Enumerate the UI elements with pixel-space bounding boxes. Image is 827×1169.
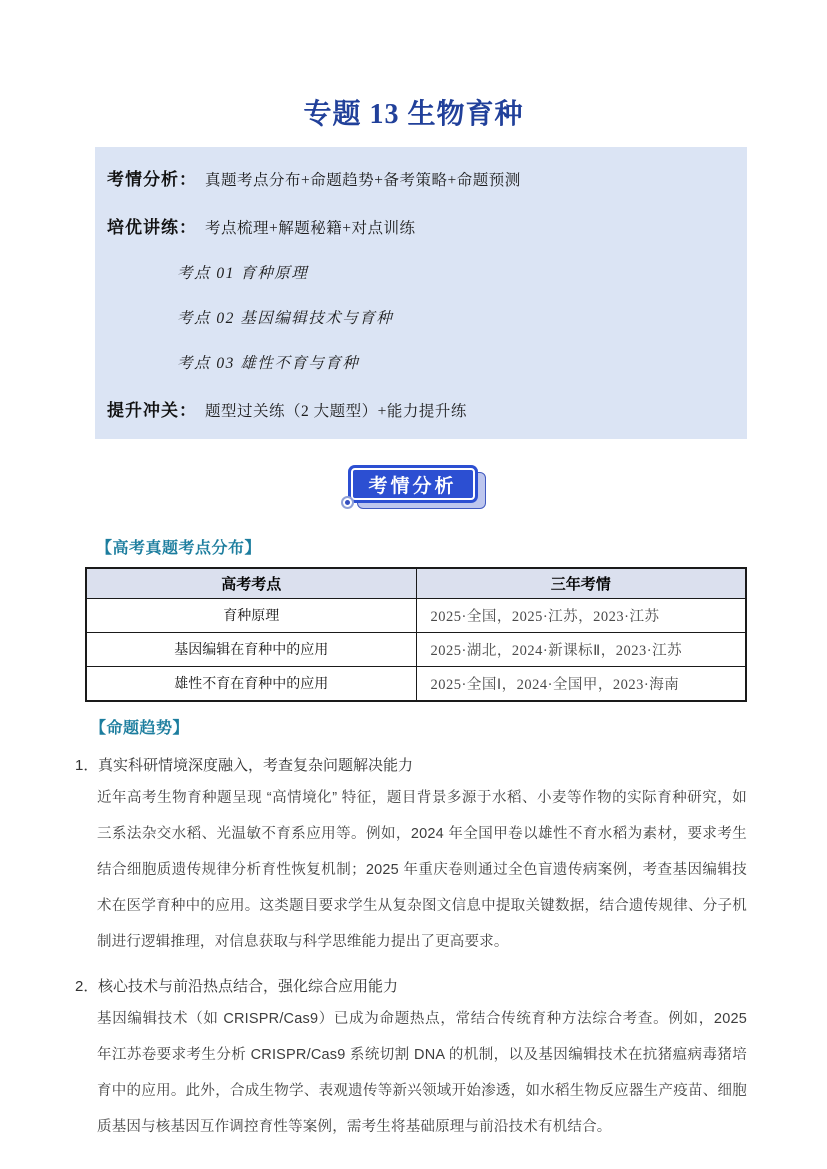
table-row [86, 633, 746, 667]
overview-row-content: 题型过关练（2 大题型）+能力提升练 [205, 403, 467, 420]
badge-pin-icon [341, 496, 354, 509]
trend-item-title-text: 真实科研情境深度融入，考查复杂问题解决能力 [98, 757, 414, 774]
overview-row [107, 261, 733, 283]
trends-heading: 【命题趋势】 [90, 720, 190, 737]
overview-row-label: 提升冲关： [107, 401, 197, 420]
page-title: 专题 13 生物育种 [303, 99, 524, 130]
table-row [86, 599, 746, 633]
record-cell: 2025·全国，2025·江苏，2023·江苏 [416, 599, 746, 633]
overview-row [107, 396, 733, 421]
trend-item-number: 1． [75, 757, 99, 774]
overview-row [107, 213, 733, 238]
badge-label: 考情分析 [348, 465, 478, 503]
record-cell: 2025·湖北，2024·新课标Ⅱ，2023·江苏 [416, 633, 746, 667]
trend-item-title [75, 754, 747, 775]
table-row [86, 667, 746, 702]
overview-row-label: 考情分析： [107, 170, 197, 189]
trend-item-title-text: 核心技术与前沿热点结合，强化综合应用能力 [98, 978, 399, 995]
table-header-row [86, 568, 746, 599]
column-header-record: 三年考情 [416, 568, 746, 599]
column-header-topic: 高考考点 [86, 568, 416, 599]
trend-item-body: 基因编辑技术（如 CRISPR/Cas9）已成为命题热点，常结合传统育种方法综合考查。例如，2025 年江苏卷要求考生分析 CRISPR/Cas9 系统切割 DNA 的机制，以及基因编辑技术在抗猪瘟病毒猪培育中的应用。此外，合成生物学、表观遗传等新兴领域开始渗透，如水稻生物反应器生产疫苗、细胞质基因与核基因互作调控育性等案例，需考生将基础原理与前沿技术有机结合。 [97, 1011, 747, 1135]
overview-row [107, 165, 733, 190]
trend-item-title [75, 975, 747, 996]
trends-list [75, 754, 747, 1145]
overview-row [107, 306, 733, 328]
section-badge [348, 465, 480, 511]
overview-row-content: 考点梳理+解题秘籍+对点训练 [205, 220, 416, 237]
overview-row-content: 考点 02 基因编辑技术与育种 [177, 310, 394, 327]
trend-item-body: 近年高考生物育种题呈现 “高情境化” 特征，题目背景多源于水稻、小麦等作物的实际育种研究，如三系法杂交水稻、光温敏不育系应用等。例如，2024 年全国甲卷以雄性不育水稻为素材，要求考生结合细胞质遗传规律分析育性恢复机制；2025 年重庆卷则通过全色盲遗传病案例，考查基因编辑技术在医学育种中的应用。这类题目要求学生从复杂图文信息中提取关键数据，结合遗传规律、分子机制进行逻辑推理，对信息获取与科学思维能力提出了更高要求。 [97, 790, 747, 950]
overview-row-content: 考点 03 雄性不育与育种 [177, 355, 360, 372]
distribution-heading: 【高考真题考点分布】 [96, 540, 262, 557]
trend-item-number: 2． [75, 978, 99, 995]
topic-cell: 雄性不育在育种中的应用 [86, 667, 416, 702]
overview-row [107, 351, 733, 373]
topic-cell: 基因编辑在育种中的应用 [86, 633, 416, 667]
overview-row-label: 培优讲练： [107, 218, 197, 237]
overview-row-content: 考点 01 育种原理 [177, 265, 309, 282]
topic-cell: 育种原理 [86, 599, 416, 633]
overview-row-content: 真题考点分布+命题趋势+备考策略+命题预测 [205, 172, 521, 189]
record-cell: 2025·全国Ⅰ，2024·全国甲，2023·海南 [416, 667, 746, 702]
exam-distribution-table [85, 567, 747, 702]
overview-box [95, 147, 747, 439]
